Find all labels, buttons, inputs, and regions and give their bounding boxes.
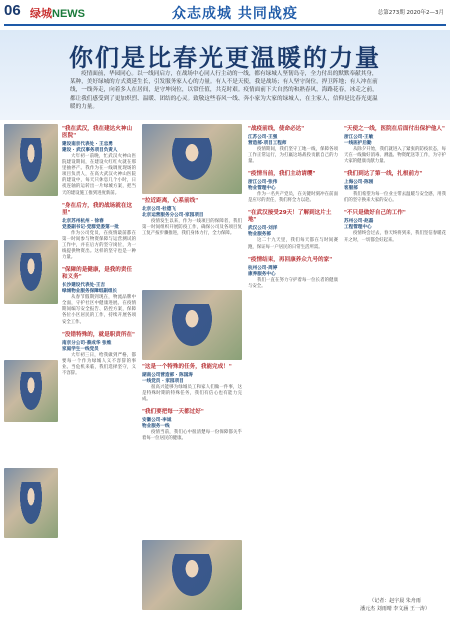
photo-staff-6 xyxy=(142,290,242,360)
article-title: "保障的是健康，是我的责任和义务" xyxy=(62,267,133,281)
article-author: 上海公司·陈刚 xyxy=(344,180,374,186)
article-title: "身在后方，我的战场就在这里" xyxy=(62,202,133,216)
article xyxy=(248,257,338,290)
byline-line-2: 潘元杰 刘雨晴 李文涵 王一涛） xyxy=(360,605,430,612)
article-title: "我们要把每一天都过好" xyxy=(142,409,204,416)
article-role: 一线医护后勤 xyxy=(344,141,372,146)
article-body: 大年初三日，给我做到严格，都要每一个作为绿城人义不容辞的事业。当危机来临，我们选择坚守，义不容辞。 xyxy=(62,352,136,376)
article-title: "战疫前线，使命必达" xyxy=(248,126,305,132)
article-body: 作为一名共产党员，在关键时刻冲在前面是应尽的责任，我们将全力以赴。 xyxy=(248,192,338,204)
article xyxy=(248,126,338,165)
section-title: 众志成城 共同战疫 xyxy=(172,6,298,22)
article-body: 从春节假期到现在，物流品牌中全面，守护社区中健康进展。在疫情期间编写安全报告、防控方案，保障各位小区居民的工作，持续开展各项安全工作。 xyxy=(62,295,136,325)
article-title: "不只是做好自己的工作" xyxy=(344,210,406,217)
article xyxy=(142,364,242,403)
article xyxy=(344,210,446,243)
article-body: 疫情发生以来，作为一线项目的保障者，我们第一时间组织开展防疫工作，确保公司及各项目复工复产按步骤推进，我们身体力行，全力保障。 xyxy=(142,219,242,237)
article-role: 建设 · 武汉事务项目负责人 xyxy=(62,148,118,153)
article-body: 大年初一前晚，忙武汉火神山医院建设期间，在建设火红红火就在那里抽停产。我作为在一线调度现场的项目负责人，在高大武汉火神山医院的建设中，每天只休息几个小时，日夜连轴的运转出一片绿城方案，把当天的建设施工推到进度新前。 xyxy=(62,154,136,196)
column-1 xyxy=(62,126,136,377)
article-body: 疫情期间，我们坚守工地一线，保障各项工作正常运行，为打赢这场战役贡献自己的力量。 xyxy=(248,147,338,165)
photo-staff-1 xyxy=(4,124,58,196)
photo-staff-4 xyxy=(4,468,58,538)
article-role: 一线党员 · 家园项目 xyxy=(142,379,184,384)
article-author: 建设南京代表处 · 王忠勇 xyxy=(62,142,113,147)
article xyxy=(62,332,136,377)
article-author: 浙江公司·王敏 xyxy=(344,135,374,140)
article-role: 家庭学生一线党员 xyxy=(62,346,99,352)
article-role: 物业服务部 xyxy=(248,232,271,238)
article-body: 作为公司党员，在疫情最前都在第一时间参与物资保障与运营测试的工作中，并在后方的坚守岗位，为一线提供物资出。这样的坚守也是一种力量。 xyxy=(62,230,136,261)
brand-prefix: 绿城 xyxy=(30,8,52,20)
article-author: 浙江公司·张伟 xyxy=(248,180,278,186)
article-author: 武汉公司·刘洋 xyxy=(248,226,278,232)
issue-info: 总第273期 2020年2—3月 xyxy=(377,10,444,16)
article-body: 这二十九天里，我们每天都在与时间赛跑，保证每一户居民的日常生活所需。 xyxy=(248,238,338,250)
article-role: 客服部 xyxy=(344,186,358,192)
article xyxy=(248,210,338,250)
article-body: 从除夕开始，我们就进入了紧张的防疫状态，每天在一线做好消毒、测温、物资配送等工作，为守护大家的健康贡献力量。 xyxy=(344,147,446,165)
article-author: 杭州公司·周婷 xyxy=(248,265,278,271)
article-body: 我们希望为每一位业主带去温暖与安全感，用我们的坚守换来大家的安心。 xyxy=(344,192,446,204)
header-divider xyxy=(4,24,446,26)
article xyxy=(142,409,242,442)
article xyxy=(62,203,136,261)
article-role: 北京运营服务分公司·家园项目 xyxy=(142,213,204,218)
article-body: 很高兴能够为绿城员工和家人们做一件事，这是特殊时期的特殊任务，我们有信心也有能力完成。 xyxy=(142,385,242,403)
article-author: 北京苏州杭州 · 徐春 xyxy=(62,218,104,224)
photo-staff-7 xyxy=(142,540,242,610)
article xyxy=(62,267,136,325)
photo-staff-2 xyxy=(4,240,58,304)
article-body: 我们一直在努力守护着每一位长者的健康与安全。 xyxy=(248,277,338,289)
article xyxy=(62,126,136,197)
article-role: 营造部·项目工程师 xyxy=(248,141,287,146)
byline xyxy=(345,598,445,613)
article xyxy=(248,171,338,204)
article-title: "拉近距离，心系前线" xyxy=(142,198,199,204)
brand-suffix: NEWS xyxy=(52,8,85,20)
article-author: 长沙建设代表处·王吉 xyxy=(62,283,106,289)
article-title: "天使之一线，医院在后面付出保护他人" xyxy=(344,126,445,132)
article-role: 物业管理中心 xyxy=(248,186,276,192)
article-title: "我们到达了第一线，扎根前方" xyxy=(344,171,423,178)
article-role: 工程管理中心 xyxy=(344,225,372,231)
article-title: "疫情当前，我们主动请缨" xyxy=(248,171,316,178)
article-author: 安徽公司·李诚 xyxy=(142,418,172,424)
article xyxy=(344,171,446,204)
article-title: "疫情结束，再回康养众九号的家" xyxy=(248,256,333,263)
article-author: 南京分公司·蔡成华 张维 xyxy=(62,340,112,346)
article-author: 湖南公司营造部 · 陈国涛 xyxy=(142,373,193,378)
byline-line-1: （记者：赵宇晨 朱舟雨 xyxy=(369,598,421,604)
article-title: "我在武汉，我在建达火神山医院" xyxy=(62,126,133,139)
article-title: "没错特殊的，就是职责所在" xyxy=(62,331,135,338)
column-2b xyxy=(142,364,242,442)
column-4 xyxy=(344,126,446,244)
article-body: 疫情终会过去，春天终将到来，我们坚信春暖花开之时，一切都会好起来。 xyxy=(344,231,446,243)
column-3 xyxy=(248,126,338,290)
article-title: "在武汉接受29天！了解到这片土地" xyxy=(248,210,332,224)
article-body: 疫情当前，我们心中很清楚每一份保障都关乎着每一位居民的健康。 xyxy=(142,430,242,442)
main-headline: 你们是比春光更温暖的力量 xyxy=(69,44,381,72)
article xyxy=(344,126,446,165)
page-number: 06 xyxy=(4,2,21,19)
article-author: 苏州公司·赵磊 xyxy=(344,219,374,225)
article-role: 党委副书记·党群党委第一批 xyxy=(62,224,119,230)
photo-staff-5 xyxy=(142,124,242,194)
article xyxy=(142,198,242,237)
article-role: 绿城物业服务保障组副组长 xyxy=(62,289,118,295)
article-title: "这是一个特殊的任务，我能完成！" xyxy=(142,364,232,370)
article-role: 康养服务中心 xyxy=(248,271,276,277)
column-2 xyxy=(142,198,242,237)
article-author: 江苏公司·王强 xyxy=(248,135,278,140)
brand-logo xyxy=(30,5,85,21)
page-header xyxy=(0,0,450,24)
photo-staff-3 xyxy=(4,360,58,422)
article-author: 北京公司·杜德飞 xyxy=(142,207,176,212)
article-role: 物业服务一线 xyxy=(142,424,170,430)
intro-paragraph: 疫情面前，华园同心。以一线同启方，在战场中心同人行主动的一线，都有绿城人坚韧岛寺，全力付出的默默奉献其身，某种，美好绿城的方式奠延生长，引发服务家人心的力量。有人不是天使，我是战场；有人坚守岗位，捍卫阵地；有人冲在前线，一线奔走，向着多人在居间，是守坤岗位，以常任值，共克时艰。疫情面前下大自然的和熟春风，海路花春，冰走之前，都让我们感受到了更加炽烈、温暖、团结的心灵。致敬这些春风一线、奔小家为大家的绿城人，在主家人，信仰是比春光更温暖的力量。 xyxy=(70,71,378,110)
